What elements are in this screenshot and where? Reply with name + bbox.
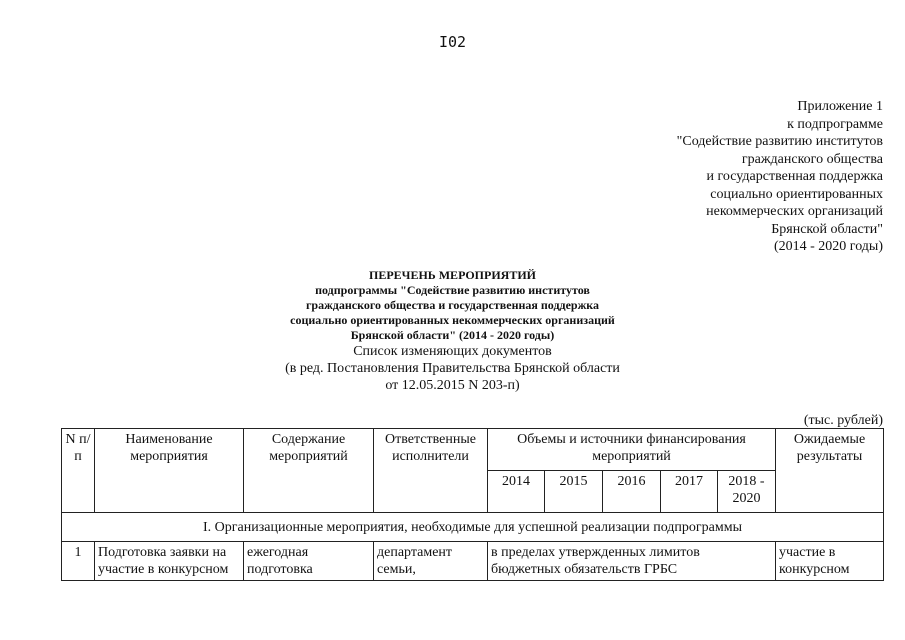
header-content: Содержание мероприятий xyxy=(244,429,374,513)
year-header: 2017 xyxy=(661,471,718,513)
units-label: (тыс. рублей) xyxy=(803,413,883,428)
heading-subtitle-line: Брянской области" (2014 - 2020 годы) xyxy=(350,328,555,342)
heading-subtitle-line: гражданского общества и государственная поддержка xyxy=(305,298,600,312)
heading-subtitle-line: подпрограммы "Содействие развитию институтов xyxy=(315,283,590,297)
heading-title: ПЕРЕЧЕНЬ МЕРОПРИЯТИЙ xyxy=(368,268,536,282)
cell-num: 1 xyxy=(62,542,95,581)
amendments-line: (в ред. Постановления Правительства Брянской области xyxy=(285,361,620,376)
section-title: I. Организационные мероприятия, необходимые для успешной реализации подпрограммы xyxy=(62,513,884,542)
header-num: N п/п xyxy=(62,429,95,513)
activities-table xyxy=(61,428,884,581)
appendix-line: (2014 - 2020 годы) xyxy=(773,239,883,254)
cell-results: участие в конкурсном xyxy=(776,542,884,581)
table-header-row xyxy=(62,429,884,471)
appendix-line: социально ориентированных xyxy=(710,186,883,202)
section-row xyxy=(62,513,884,542)
appendix-line: "Содействие развитию институтов xyxy=(676,134,883,149)
header-responsible: Ответственные исполнители xyxy=(374,429,488,513)
year-header: 2015 xyxy=(545,471,603,513)
appendix-line: и государственная поддержка xyxy=(706,169,883,184)
appendix-line: некоммерческих организаций xyxy=(706,204,883,219)
year-header: 2018 - 2020 xyxy=(718,471,776,513)
appendix-line: к подпрограмме xyxy=(787,116,883,132)
cell-content: ежегодная подготовка xyxy=(244,542,374,581)
document-heading xyxy=(0,268,905,394)
cell-name: Подготовка заявки на участие в конкурсном xyxy=(95,542,244,581)
header-funding: Объемы и источники финансирования мероприятий xyxy=(488,429,776,471)
appendix-line: Приложение 1 xyxy=(797,99,883,114)
cell-responsible: департамент семьи, xyxy=(374,542,488,581)
heading-subtitle-line: социально ориентированных некоммерческих организаций xyxy=(290,313,615,327)
header-name: Наименование мероприятия xyxy=(95,429,244,513)
year-header: 2016 xyxy=(603,471,661,513)
year-header: 2014 xyxy=(488,471,545,513)
amendments-line: от 12.05.2015 N 203-п) xyxy=(385,378,520,393)
appendix-block xyxy=(677,98,883,256)
amendments-line: Список изменяющих документов xyxy=(353,344,552,359)
appendix-line: гражданского общества xyxy=(741,151,883,167)
header-results: Ожидаемые результаты xyxy=(776,429,884,513)
cell-funding: в пределах утвержденных лимитов бюджетных обязательств ГРБС xyxy=(488,542,776,581)
table-row xyxy=(62,542,884,581)
page-number: I02 xyxy=(438,33,467,51)
appendix-line: Брянской области" xyxy=(771,221,883,237)
